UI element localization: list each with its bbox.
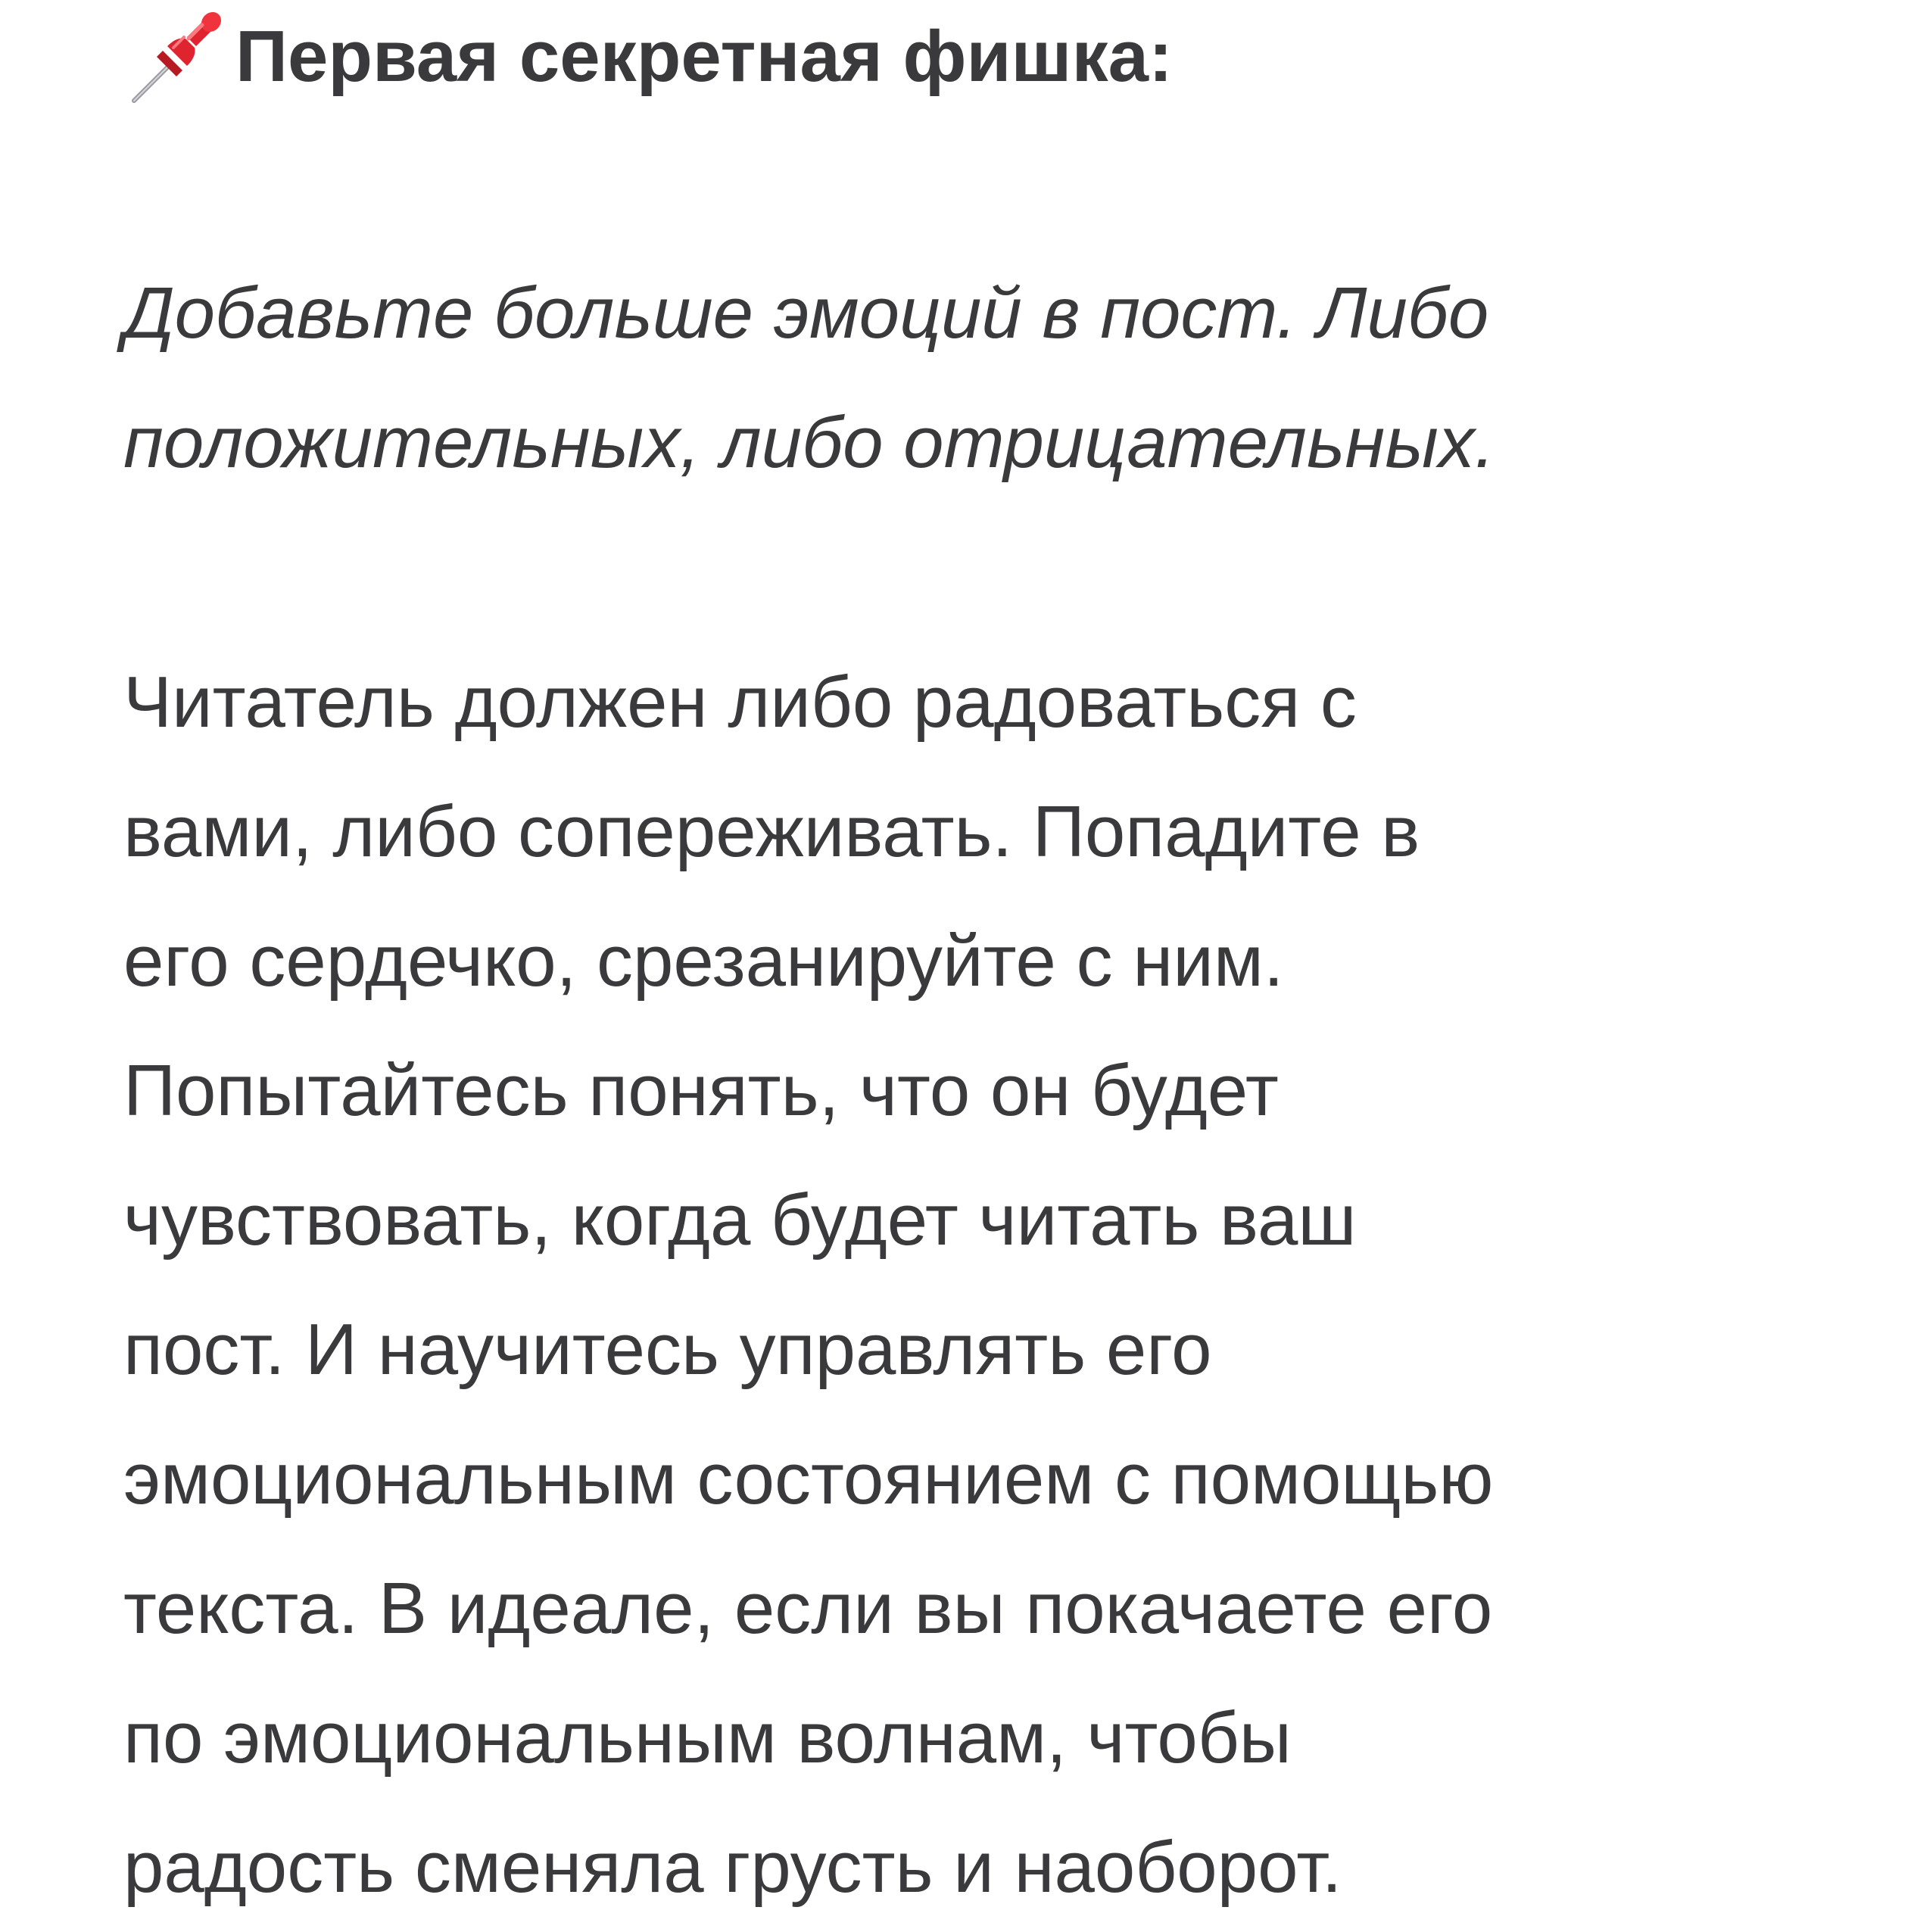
paragraph-line: его сердечко, срезанируйте с ним. xyxy=(123,921,1284,1002)
body-paragraph xyxy=(123,637,1804,1932)
note-heading xyxy=(123,0,1804,114)
paragraph-line: Добавьте больше эмоций в пост. Либо xyxy=(123,273,1489,354)
pushpin-icon xyxy=(123,4,229,110)
paragraph-line: Попытайтесь понять, что он будет xyxy=(123,1050,1279,1131)
note-heading-text: Первая секретная фишка: xyxy=(235,16,1173,97)
note-content xyxy=(123,0,1804,1932)
paragraph-line: положительных, либо отрицательных. xyxy=(123,402,1495,483)
paragraph-line: эмоциональным состоянием с помощью xyxy=(123,1438,1494,1519)
paragraph-line: вами, либо сопереживать. Попадите в xyxy=(123,791,1420,872)
paragraph-line: пост. И научитесь управлять его xyxy=(123,1309,1212,1390)
italic-paragraph xyxy=(123,248,1804,507)
paragraph-line: текста. В идеале, если вы покачаете его xyxy=(123,1568,1493,1649)
paragraph-line: по эмоциональным волнам, чтобы xyxy=(123,1697,1292,1778)
paragraph-line: радость сменяла грусть и наоборот. xyxy=(123,1827,1342,1908)
paragraph-line: Читатель должен либо радоваться с xyxy=(123,662,1357,743)
paragraph-line: чувствовать, когда будет читать ваш xyxy=(123,1179,1357,1260)
